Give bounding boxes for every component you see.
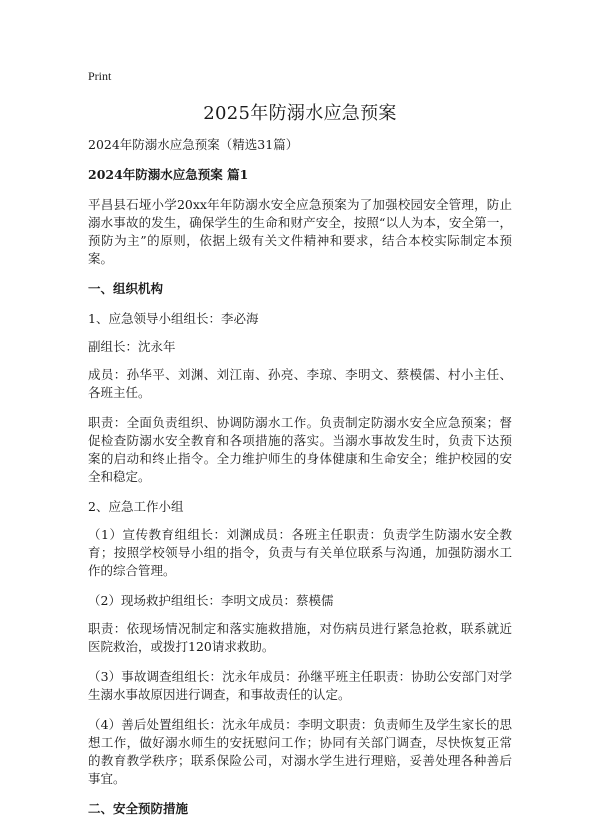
publicity-group-paragraph: （1）宣传教育组组长：刘渊成员：各班主任职责：负责学生防溺水安全教育；按照学校领导小组的指令，负责与有关单位联系与沟通，加强防溺水工作的综合管理。 (88, 527, 512, 578)
section-heading-prevention: 二、安全预防措施 (88, 801, 189, 816)
article-heading: 2024年防溺水应急预案 篇1 (88, 167, 249, 182)
page-title: 2025年防溺水应急预案 (203, 103, 397, 124)
rescue-group-line: （2）现场救护组组长：李明文成员：蔡模儒 (88, 593, 334, 608)
vice-leader-line: 副组长：沈永年 (88, 339, 176, 354)
document-subtitle: 2024年防溺水应急预案（精选31篇） (88, 137, 299, 152)
leader-line: 1、应急领导小组组长：李必海 (88, 311, 259, 326)
working-groups-line: 2、应急工作小组 (88, 499, 184, 514)
print-link[interactable]: Print (88, 69, 112, 83)
members-paragraph: 成员：孙华平、刘渊、刘江南、孙亮、李琼、李明文、蔡模儒、村小主任、各班主任。 (88, 367, 512, 400)
section-heading-organization: 一、组织机构 (88, 281, 164, 296)
investigation-group-paragraph: （3）事故调查组组长：沈永年成员：孙继平班主任职责：协助公安部门对学生溺水事故原因进行调查，和事故责任的认定。 (88, 669, 512, 702)
aftermath-group-paragraph: （4）善后处置组组长：沈永年成员：李明文职责：负责师生及学生家长的思想工作，做好溺水师生的安抚慰问工作；协同有关部门调查，尽快恢复正常的教育教学秩序；联系保险公司，对溺水学生进行理赔，妥善处理各种善后事宜。 (88, 717, 512, 786)
duties-paragraph: 职责：全面负责组织、协调防溺水工作。负责制定防溺水安全应急预案；督促检查防溺水安全教育和各项措施的落实。当溺水事故发生时，负责下达预案的启动和终止指令。全力维护师生的身体健康和生命安全；维护校园的安全和稳定。 (88, 415, 512, 484)
intro-paragraph: 平昌县石垭小学20xx年年防溺水安全应急预案为了加强校园安全管理，防止溺水事故的发生，确保学生的生命和财产安全，按照“以人为本，安全第一，预防为主”的原则，依据上级有关文件精神和要求，结合本校实际制定本预案。 (88, 197, 512, 266)
rescue-duties-paragraph: 职责：依现场情况制定和落实施救措施，对伤病员进行紧急抢救，联系就近医院救治，或拨打120请求救助。 (88, 621, 512, 654)
